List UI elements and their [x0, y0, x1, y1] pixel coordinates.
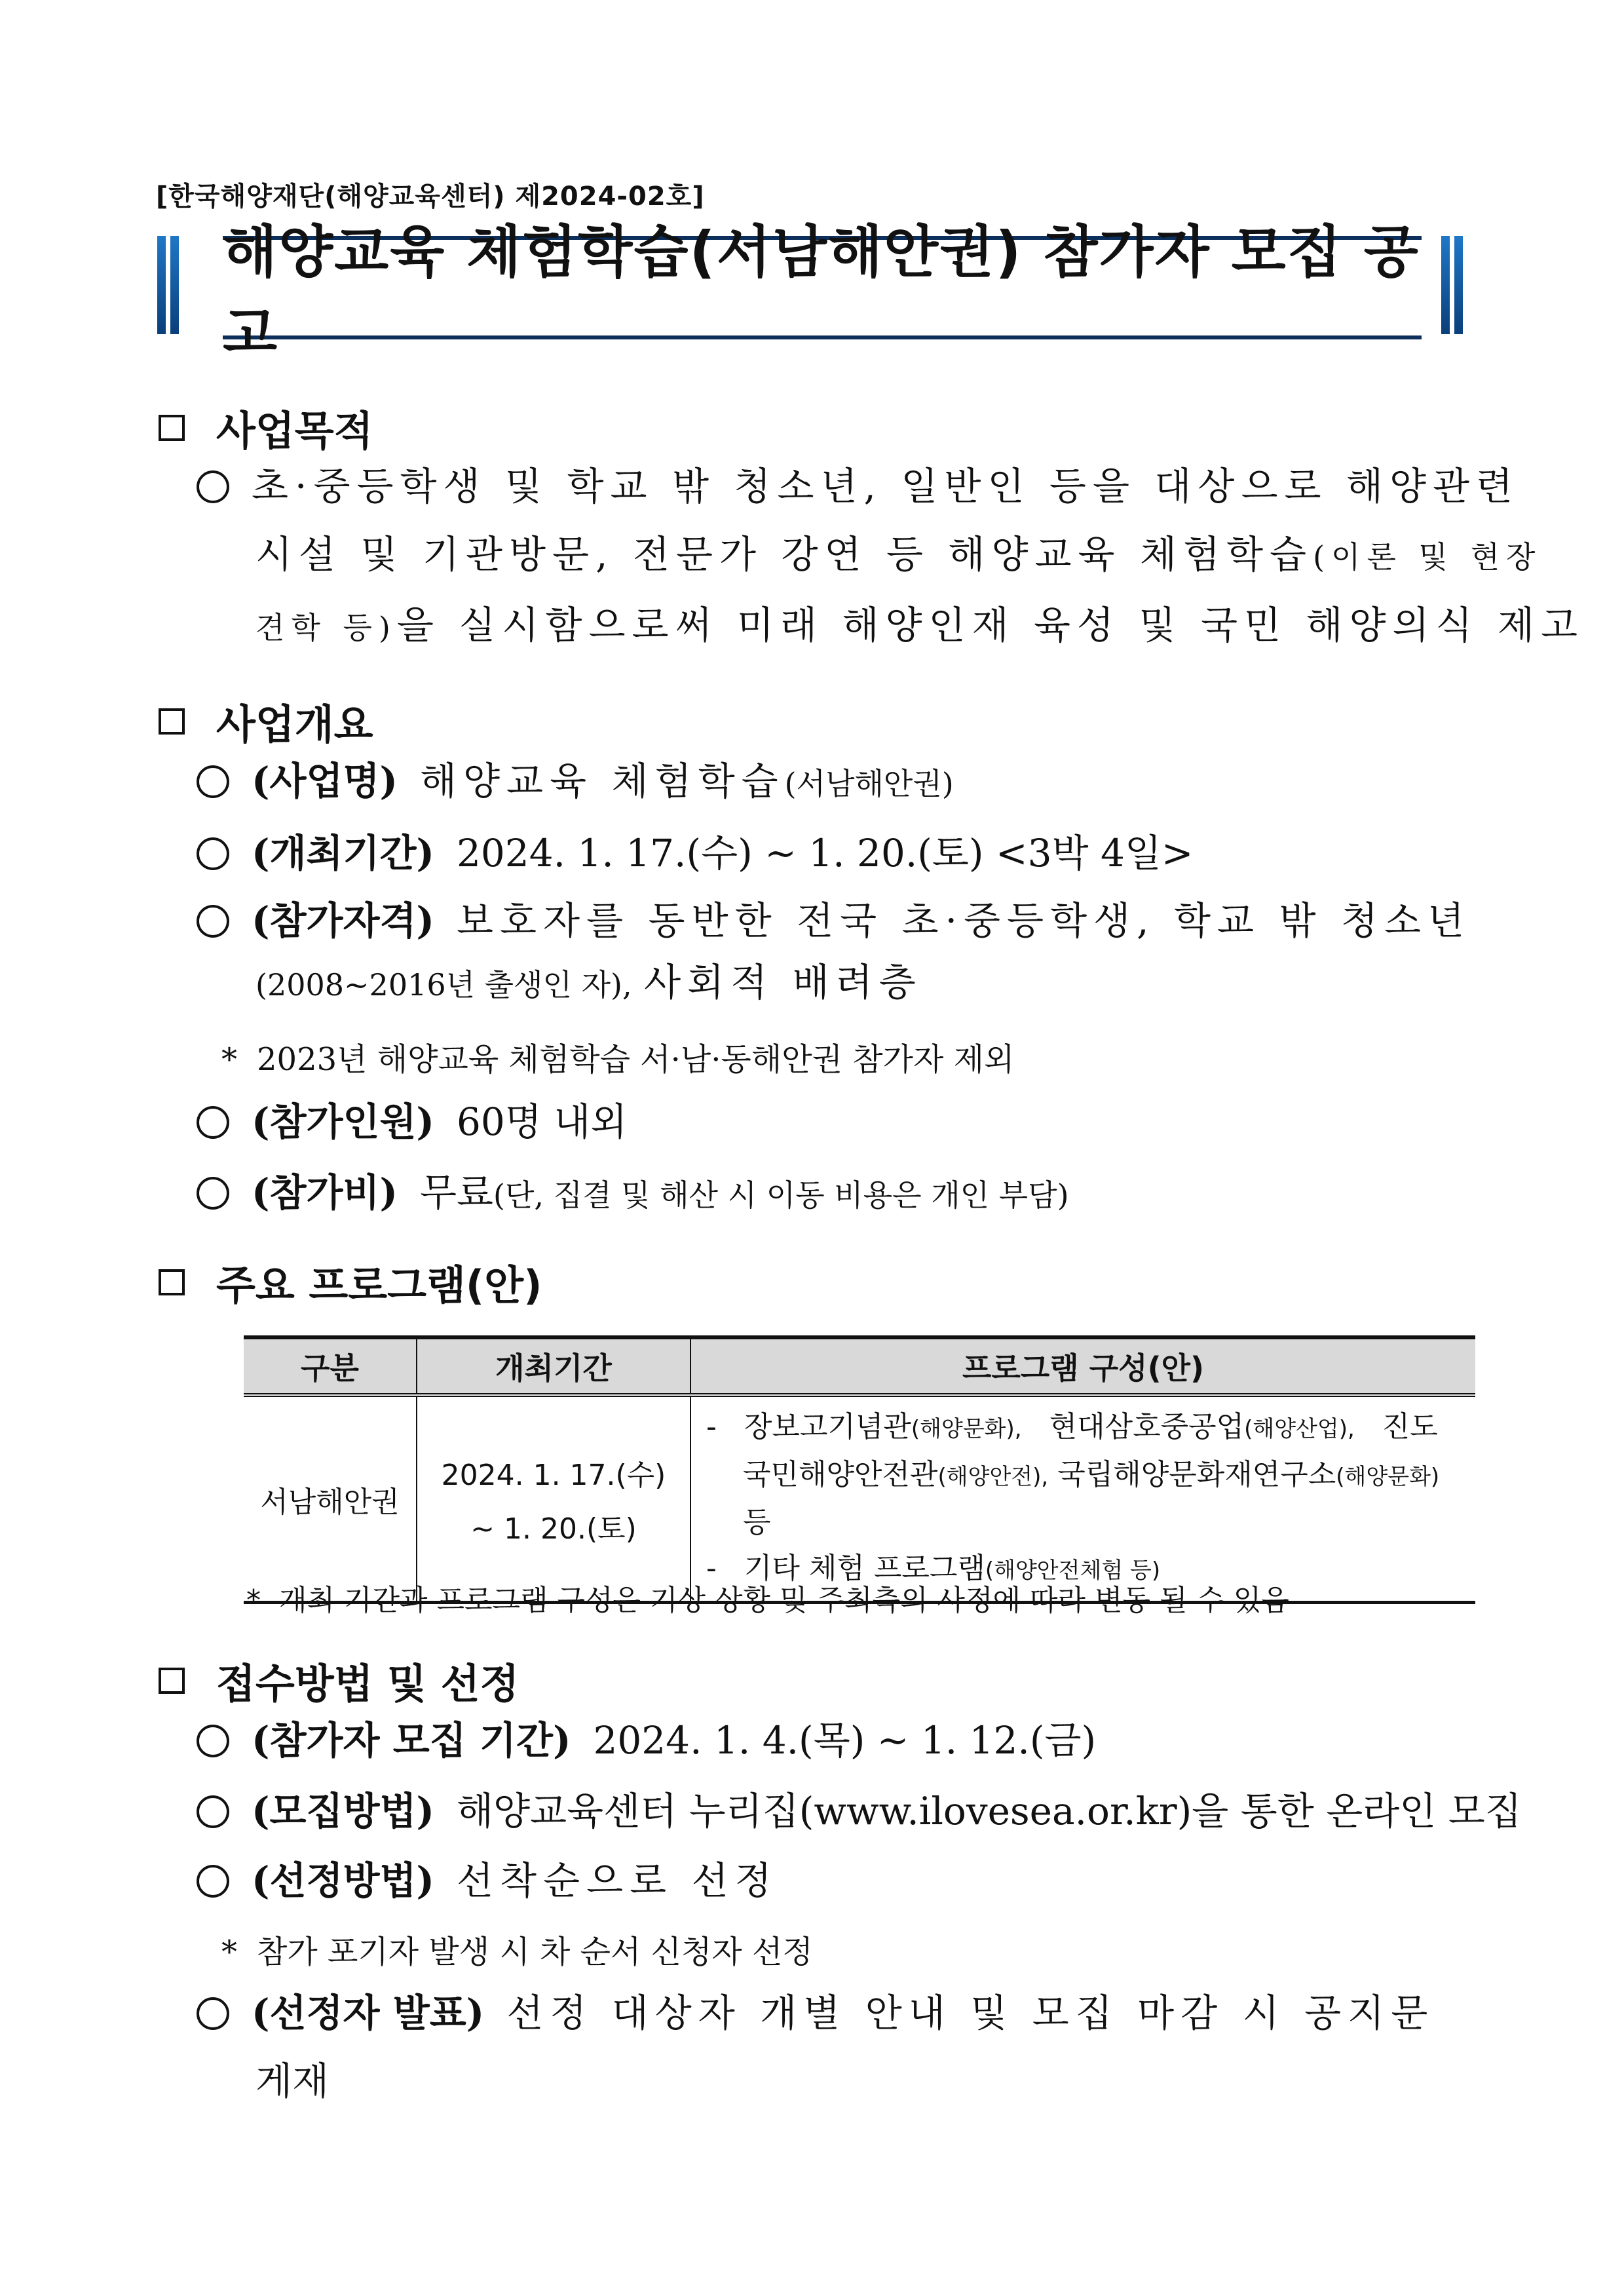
- item-value-tail: 게재: [255, 2059, 330, 2103]
- table-header-cell: 프로그램 구성(안): [690, 1337, 1475, 1395]
- program-text: 진도: [1382, 1410, 1438, 1444]
- program-text: 기타 체험 프로그램: [744, 1552, 985, 1585]
- note-text: 개최 기간과 프로그램 구성은 기상 상황 및 주최측의 사정에 따라 변동 될 수 있음: [278, 1584, 1289, 1617]
- item-label: (참가자 모집 기간): [252, 1718, 571, 1763]
- overview-eligibility: [197, 890, 1481, 1016]
- region-cell: 서남해안권: [244, 1395, 417, 1603]
- period-cell: [417, 1395, 690, 1603]
- program-text-small: (해양문화),: [911, 1416, 1022, 1442]
- section-program-heading: [159, 1253, 542, 1311]
- section-purpose-heading: [159, 398, 373, 457]
- application-recruit-period: [197, 1706, 1481, 1774]
- note-text: 참가 포기자 발생 시 차 순서 신청자 선정: [257, 1934, 813, 1970]
- period-line-2: ~ 1. 20.(토): [470, 1512, 637, 1546]
- item-value: 해양교육센터 누리집(www.ilovesea.or.kr)을 통한 온라인 모집: [457, 1789, 1522, 1833]
- page-title: 해양교육 체험학습(서남해안권) 참가자 모집 공고: [223, 236, 1422, 339]
- title-block: [157, 220, 1487, 366]
- note-text: 2023년 해양교육 체험학습 서·남·동해안권 참가자 제외: [257, 1041, 1015, 1078]
- item-value: 선착순으로 선정: [457, 1858, 778, 1903]
- asterisk-icon: *: [221, 1041, 237, 1078]
- purpose-line-2-small: (이론 및 현장: [1313, 539, 1542, 575]
- item-label: (참가자격): [252, 898, 434, 943]
- program-text: 장보고기념관: [744, 1410, 911, 1444]
- program-cell: [690, 1395, 1475, 1603]
- selection-note: [221, 1926, 813, 1972]
- item-value: 60명 내외: [457, 1100, 628, 1144]
- square-bullet-icon: [159, 1668, 185, 1694]
- accent-bar-left: [157, 236, 166, 334]
- table-header-cell: 구분: [244, 1337, 417, 1395]
- item-value: 무료: [419, 1170, 494, 1215]
- item-label: (개최기간): [252, 831, 434, 875]
- accent-bar-right: [1441, 236, 1450, 334]
- circle-bullet-icon: [197, 470, 229, 503]
- table-header-cell: 개최기간: [417, 1337, 690, 1395]
- circle-bullet-icon: [197, 905, 229, 938]
- item-label: (선정방법): [252, 1858, 434, 1903]
- purpose-paragraph: [197, 452, 1585, 662]
- asterisk-icon: *: [221, 1934, 237, 1970]
- square-bullet-icon: [159, 1269, 185, 1295]
- circle-bullet-icon: [197, 1865, 229, 1898]
- program-text-small: (해양안전),: [937, 1464, 1049, 1490]
- square-bullet-icon: [159, 415, 185, 441]
- purpose-line-3: 을 실시함으로써 미래 해양인재 육성 및 국민 해양의식 제고: [396, 603, 1585, 647]
- item-value: 2024. 1. 4.(목) ~ 1. 12.(금): [593, 1718, 1097, 1763]
- program-text-small: (해양안전체험 등): [985, 1558, 1161, 1584]
- accent-bar-right-2: [1454, 236, 1463, 334]
- overview-count: [197, 1088, 1481, 1156]
- document-number: [한국해양재단(해양교육센터) 제2024-02호]: [156, 182, 705, 212]
- program-text-small: (해양문화): [1336, 1464, 1440, 1490]
- heading-text: 사업개요: [216, 700, 373, 748]
- item-value-tail: 사회적 배려층: [644, 960, 922, 1004]
- circle-bullet-icon: [197, 1106, 229, 1139]
- section-overview-heading: [159, 692, 373, 750]
- period-line-1: 2024. 1. 17.(수): [441, 1458, 666, 1492]
- item-value-small: (서남해안권): [784, 766, 954, 801]
- item-value: 해양교육 체험학습: [419, 759, 785, 803]
- program-item-2: - 기타 체험 프로그램(해양안전체험 등): [706, 1552, 1161, 1585]
- heading-text: 주요 프로그램(안): [216, 1261, 542, 1309]
- item-value-small: (2008~2016년 출생인 자),: [255, 967, 632, 1003]
- application-announcement: [197, 1979, 1481, 2115]
- circle-bullet-icon: [197, 765, 229, 798]
- application-method: [197, 1777, 1522, 1845]
- purpose-line-1: 초·중등학생 및 학교 밖 청소년, 일반인 등을 대상으로 해양관련: [252, 464, 1520, 508]
- heading-text: 사업목적: [216, 407, 373, 455]
- circle-bullet-icon: [197, 1997, 229, 2030]
- program-item-1: - 장보고기념관(해양문화), 현대삼호중공업(해양산업), 진도 국민해양안전관(해양안전), 국립해양문화재연구소(해양문화) 등: [706, 1410, 1440, 1539]
- item-label: (참가인원): [252, 1100, 434, 1144]
- circle-bullet-icon: [197, 1725, 229, 1757]
- program-text-small: (해양산업),: [1244, 1416, 1355, 1442]
- program-note: [246, 1577, 1289, 1618]
- overview-period: [197, 819, 1481, 887]
- table-header-row: [244, 1337, 1475, 1395]
- accent-bar-left-2: [170, 236, 179, 334]
- purpose-line-3-small: 견학 등): [255, 610, 397, 645]
- item-label: (사업명): [252, 759, 398, 803]
- program-text: 등: [743, 1506, 771, 1539]
- program-text: 국립해양문화재연구소: [1057, 1458, 1336, 1491]
- item-value: 선정 대상자 개별 안내 및 모집 마감 시 공지문: [506, 1991, 1435, 2035]
- item-label: (모집방법): [252, 1789, 434, 1833]
- section-application-heading: [159, 1651, 519, 1710]
- eligibility-note: [221, 1034, 1014, 1079]
- circle-bullet-icon: [197, 1177, 229, 1210]
- item-label: (참가비): [252, 1170, 398, 1215]
- table-row: [244, 1395, 1475, 1603]
- circle-bullet-icon: [197, 837, 229, 870]
- application-selection: [197, 1846, 1481, 1915]
- overview-fee: [197, 1158, 1481, 1229]
- program-text: 국민해양안전관: [743, 1458, 938, 1491]
- item-label: (선정자 발표): [252, 1991, 485, 2035]
- overview-name: [197, 747, 1481, 818]
- item-value: 보호자를 동반한 전국 초·중등학생, 학교 밖 청소년: [457, 898, 1471, 943]
- purpose-line-2: 시설 및 기관방문, 전문가 강연 등 해양교육 체험학습: [255, 532, 1313, 577]
- program-text: 현대삼호중공업: [1049, 1410, 1245, 1444]
- heading-text: 접수방법 및 선정: [216, 1660, 519, 1708]
- square-bullet-icon: [159, 708, 185, 735]
- circle-bullet-icon: [197, 1795, 229, 1828]
- program-table: [244, 1335, 1475, 1604]
- asterisk-icon: *: [246, 1584, 279, 1617]
- item-value-small: (단, 집결 및 해산 시 이동 비용은 개인 부담): [493, 1177, 1069, 1213]
- item-value: 2024. 1. 17.(수) ~ 1. 20.(토) <3박 4일>: [457, 831, 1194, 875]
